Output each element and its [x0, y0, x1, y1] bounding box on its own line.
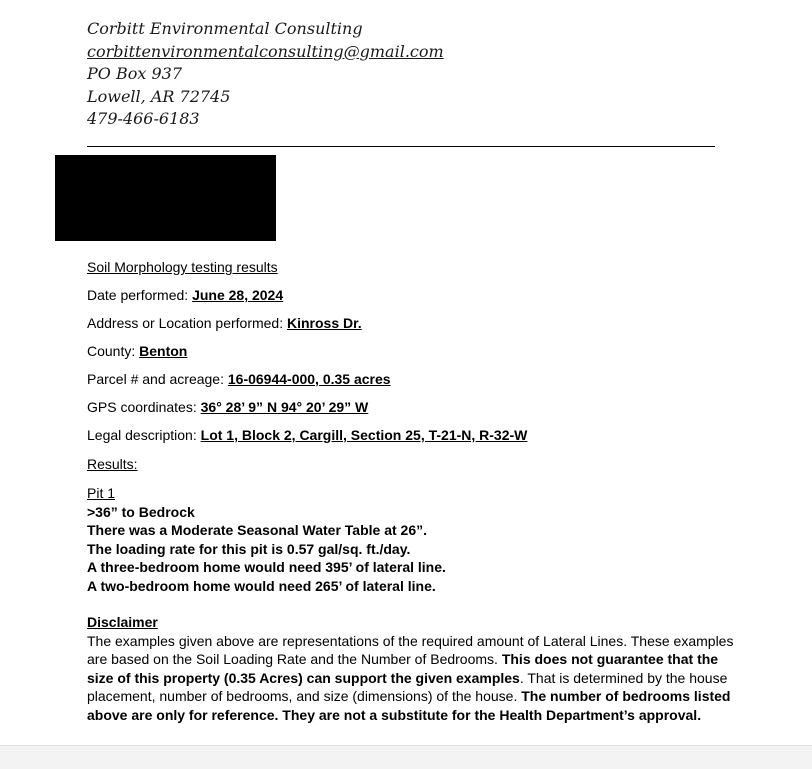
viewer-bottom-bar: [0, 745, 812, 769]
pit-line: A two-bedroom home would need 265’ of lateral line.: [87, 577, 436, 594]
disclaimer-heading: Disclaimer: [87, 614, 158, 630]
field-label: County:: [87, 343, 140, 359]
pit-line: >36” to Bedrock: [87, 503, 195, 520]
field-value: 16-06944-000, 0.35 acres: [227, 371, 391, 387]
disclaimer-text: [87, 632, 737, 725]
field-label: Legal description:: [87, 427, 201, 443]
redacted-block: [55, 155, 276, 241]
header-divider: [87, 146, 715, 147]
pit-name: Pit 1: [87, 485, 116, 501]
disclaimer-bold-1: This does not guarantee that the size of this property (0.35 Acres) can support the given examples: [87, 651, 719, 686]
field-label: Date performed:: [87, 287, 193, 303]
field-legal-description: [87, 427, 527, 443]
field-value: Benton: [139, 343, 188, 359]
disclaimer-section: [87, 613, 737, 724]
field-value: Kinross Dr.: [287, 315, 362, 331]
po-box: PO Box 937: [87, 64, 183, 83]
disclaimer-text-2: . That is determined by the house placement, number of bedrooms, and size (dimensions) of the house.: [87, 669, 728, 704]
field-address: [87, 315, 362, 331]
report-title: Soil Morphology testing results: [87, 259, 278, 275]
field-label: Address or Location performed:: [87, 315, 287, 331]
field-date: [87, 287, 283, 303]
city-state-zip: Lowell, AR 72745: [87, 86, 231, 106]
pit-line: There was a Moderate Seasonal Water Table at 26”.: [87, 522, 428, 538]
letterhead: [87, 18, 444, 131]
field-gps: [87, 399, 368, 415]
pit-line: A three-bedroom home would need 395’ of lateral line.: [87, 559, 446, 575]
field-value: June 28, 2024: [192, 287, 284, 303]
pit-section: [87, 484, 446, 595]
disclaimer-text-1: The examples given above are representations of the required amount of Lateral Lines. These examples are based on the Soil Loading Rate and the Number of Bedrooms.: [87, 632, 734, 667]
results-label: Results:: [87, 456, 138, 472]
pit-line: The loading rate for this pit is 0.57 gal/sq. ft./day.: [87, 540, 411, 557]
field-county: [87, 343, 187, 359]
field-label: GPS coordinates:: [87, 399, 201, 415]
company-email-link[interactable]: corbittenvironmentalconsulting@gmail.com: [87, 41, 444, 61]
field-parcel: [87, 371, 391, 387]
field-value: Lot 1, Block 2, Cargill, Section 25, T-21-N, R-32-W: [200, 427, 528, 443]
phone-number: 479-466-6183: [87, 109, 200, 128]
disclaimer-bold-2: The number of bedrooms listed above are only for reference. They are not a substitute for the Health Department’s approval.: [87, 688, 731, 723]
company-name: Corbitt Environmental Consulting: [87, 19, 363, 38]
field-value: 36° 28’ 9” N 94° 20’ 29” W: [200, 399, 369, 415]
field-label: Parcel # and acreage:: [87, 371, 228, 387]
